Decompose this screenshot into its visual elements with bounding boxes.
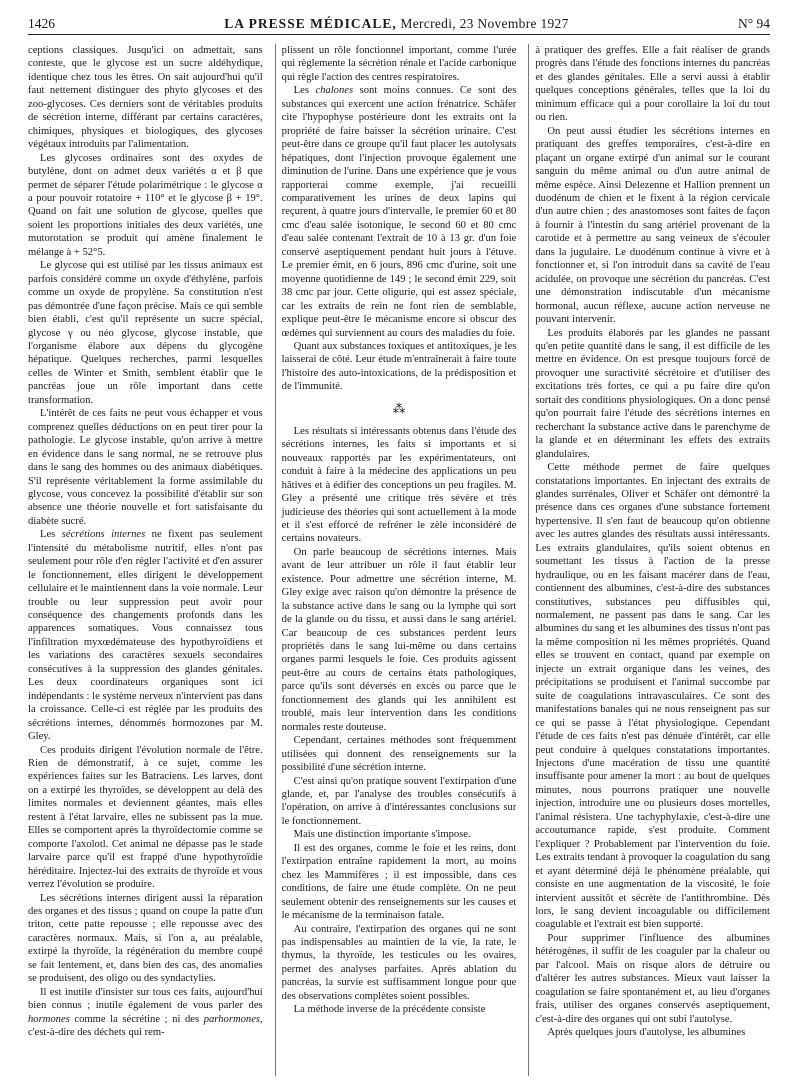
page-number: 1426 [28, 16, 55, 31]
column-2 [275, 44, 517, 1076]
text-run: , c'est-à-dire des déchets qui rem- [28, 1013, 263, 1039]
paragraph: à pratiquer des greffes. Elle a fait réaliser de grands progrès dans l'étude des fonctions internes du pancréas et des glandes génitales. Elle a servi aussi à établir quelques conceptions générales, telles que la loi du minimum efficace qui a pour corollaire la loi du tout ou rien. [535, 45, 771, 124]
text-run: Les [293, 85, 316, 97]
paragraph: Pour supprimer l'influence des albumines hétérogènes, il suffit de les coaguler par la chaleur ou par l'alcool. Mais on risque alors de détruire ou d'altérer les autres substances. Mieux vaut laisser la coagulation se faire spontanément et, au lieu d'organes frais, utiliser des organes conservés aseptiquement, c'est-à-dire des organes qui ont subi l'autolyse. [535, 932, 771, 1025]
text-run: Il est inutile d'insister sur tous ces faits, aujourd'hui bien connus ; inutile également de vous parler des [28, 986, 263, 1012]
column-3 [528, 44, 770, 1076]
emphasis: sécrétions internes [61, 529, 146, 541]
paragraph: Les résultats si intéressants obtenus dans l'étude des sécrétions internes, les faits si importants et si nouveaux rapportés par les expérimentateurs, ont conduit à faire à la médecine des applications un peu hâtives et à édifier des conceptions un peu fragiles. M. Gley a présenté une critique très sévère et très judicieuse des théories qui sont actuellement à la mode et il s'est efforcé de refréner le zèle inconsidéré de certains novateurs. [281, 425, 517, 545]
paragraph: Les sécrétions internes dirigent aussi la réparation des organes et des tissus ; quand on coupe la patte d'un triton, cette patte repousse ; elle repousse avec des caractères normaux. Mais, si l'on a, au préalable, extirpé la thyroïde, la régénération du membre coupé se fait lentement, et, dans bien des cas, des anomalies se produisent, des oligo ou des syndactylies. [28, 892, 263, 985]
emphasis: hormones [28, 1013, 70, 1025]
emphasis: parhormones [203, 1013, 261, 1025]
paragraph: Les produits élaborés par les glandes ne passant qu'en petite quantité dans le sang, il est difficile de les mettre en évidence. On est presque toujours forcé de provoquer une suractivité sécrétoire et d'utiliser des excitations très fortes, ce qui a pu faire dire qu'on sortait des conditions physiologiques. On a donc pensé qu'on pourrait faire l'étude des sécrétions internes en recherchant la substance active dans le parenchyme de la glande et en déterminant les effets des extraits glandulaires. [535, 327, 771, 460]
paragraph: Ces produits dirigent l'évolution normale de l'être. Rien de démonstratif, à ce sujet, comme les expériences faites sur les Batraciens. Les larves, dont on a extirpé les thyroïdes, se développent au delà des limites normales et deviennent géantes, mais elles restent à l'état larvaire, elles ne subissent pas la mue. Elles se comportent après la thyroïdectomie comme se comporte l'axolotl. Cet animal ne dépasse pas le stade larvaire parce qu'il est frappé d'une hypothyroïdie héréditaire. Injectez-lui des extraits de thyroïde et vous verrez l'évolution se produire. [28, 744, 263, 891]
paragraph: Au contraire, l'extirpation des organes qui ne sont pas indispensables au maintien de la vie, la rate, le thymus, la thyroïde, les testicules ou les ovaires, permet des analyses parfaites. Après ablation du pancréas, la survie est suffisamment longue pour que des observations complètes soient possibles. [281, 923, 517, 1002]
text-run: ne fixent pas seulement l'intensité du métabolisme nutritif, elles n'ont pas seulement pour rôle d'en régler l'activité et d'en assurer le fonctionnement, elles dirigent le développement cellulaire et le maintiennent dans la voie normale. Leur trouble ou leur suppression peut avoir pour conséquence des changements profonds dans les apparences somatiques. Vous connaissez tous l'infiltration myxœdémateuse des hypothyroïdiens et les variations des caractères sexuels secondaires consécutives à la suppression des glandes génitales. Les deux coordinateurs organiques sont ici indépendants : le système nerveux n'intervient pas dans la croissance. Celle-ci est réglée par les produits des sécrétions internes, dénommés hormozones par M. Gley. [28, 529, 263, 743]
paragraph: Les glycoses ordinaires sont des oxydes de butylène, dont on admet deux variétés α et β que permet de séparer l'étude polarimétrique : le glycose α a pour pouvoir rotatoire + 110° et le glycose β + 19°. Quand on fait une solution de glycose, quelles que soient les proportions initiales des deux variétés, une mutorotation se produit qui amène finalement le mélange à + 52°5. [28, 152, 263, 258]
text-run: sont moins connues. Ce sont des substances qui exercent une action frénatrice. Schäfer cite l'hypophyse postérieure dont les extraits ont la propriété de faire baisser la sécrétion urinaire. C'est peut-être dans ce groupe qu'il faut placer les autolysats hépatiques, dont l'injection provoque également une diminution de l'urine. Dans une expérience que je vous rapporterai comme exemple, j'ai recueilli comparativement les urines de deux lapins qui reçurent, à quatre jours d'intervalle, le premier 60 et 80 cmc d'eau salée isotonique, le second 60 et 80 cmc d'eau salée contenant l'extrait de 10 à 13 gr. d'un foie conservé aseptiquement pendant huit jours à l'étuve. Le premier émit, en 6 jours, 896 cmc d'urine, soit une moyenne quotidienne de 149 ; le second émit 229, soit 38 cmc par jour. Cette oligurie, qui est assez spéciale, car les extraits de rein ne font rien de semblable, explique peut-être le mécanisme encore si obscur des œdèmes qui surviennent au cours des maladies du foie. [281, 85, 517, 339]
paragraph: C'est ainsi qu'on pratique souvent l'extirpation d'une glande, et, par l'analyse des troubles consécutifs à l'opération, on arrive à d'intéressantes conclusions sur le fonctionnement. [281, 775, 517, 827]
issue-number: N° 94 [737, 16, 770, 31]
column-1 [28, 44, 263, 1076]
paragraph [28, 528, 263, 743]
paragraph: On peut aussi étudier les sécrétions internes en pratiquant des greffes temporaires, c'est-à-dire en plaçant un organe extirpé d'un animal sur le courant sanguin du même animal ou d'un autre animal de même espèce. Ainsi Delezenne et Hallion prennent un duodénum de chien et le fixent à la région cervicale d'un autre chien ; des anastomoses sont faites de façon à fournir à l'intestin du sang artériel provenant de la carotide et à permettre au sang veineux de s'écouler dans la jugulaire. Le duodénum continue à vivre et à fonctionner et, si l'on introduit dans sa cavité de l'eau acidulée, on provoque une sécrétion du pancréas. C'est une démonstration indiscutable d'un mécanisme hormonal, aucun réflexe, aucune action nerveuse ne pouvant intervenir. [535, 125, 771, 326]
text-run: Les [40, 529, 62, 541]
paragraph: ceptions classiques. Jusqu'ici on admettait, sans conteste, que le glycose est un sucre aldéhydique, identique chez tous les êtres. On sait aujourd'hui qu'il faut nettement distinguer des phyto glycoses et des zoo-glycoses. Ces derniers sont de véritables produits de sécrétion interne, différant par certains caractères, chimiques, physiques et biologiques, des glycoses végétaux introduits par l'alimentation. [28, 45, 263, 151]
running-header [28, 14, 770, 35]
paragraph: L'intérêt de ces faits ne peut vous échapper et vous comprenez quelles déductions on en peut tirer pour la pathologie. Le glycose instable, qu'on arrive à mettre en évidence dans le sang normal, ne se retrouve plus dans le sang des hommes ou des animaux diabétiques. S'il représente véritablement la forme assimilable du glycose, vous concevez la possibilité d'établir sur son absence une théorie nouvelle et fort satisfaisante du diabète sucré. [28, 408, 263, 527]
section-separator [282, 402, 517, 415]
paragraph: plissent un rôle fonctionnel important, comme l'urée qui règlemente la sécrétion rénale et l'acide carbonique qui règle l'action des centres respiratoires. [281, 45, 517, 83]
asterism-ornament: ⁂ [392, 400, 406, 416]
paragraph: Cependant, certaines méthodes sont fréquemment utilisées qui donnent des renseignements sur la possibilité d'une sécrétion interne. [281, 735, 517, 774]
paragraph: Cette méthode permet de faire quelques constatations importantes. En injectant des extraits de glandes surrénales, Oliver et Schäfer ont démontré la présence dans ces organes d'une substance fortement hypertensive. Il s'en faut de beaucoup qu'on obtienne avec les autres glandes des résultats aussi intéressants. Les extraits glandulaires, qu'ils soient obtenus en soumettant les tissus à l'action de la presse hydraulique, ou en les faisant macérer dans de l'eau, contiennent des albumines, c'est-à-dire des substances constitutives, substances peu diffusibles qui, normalement, ne passent pas dans le sang. Car les albumines du sang et les albumines des tissus n'ont pas la même composition ni les mêmes propriétés. Quand elles se trouvent en contact, quand par exemple on injecte un extrait organique dans les veines, des précipitations se produisent et l'animal succombe par suite de coagulations intravasculaires. Ce sont des manifestations banales qui ne nous renseignent pas sur ce qui se passe à l'état physiologique. Cependant l'étude de ces faits n'est pas dénuée d'intérêt, car elle peut conduire à quelques constatations importantes. Injectons d'une macération de tissu une quantité insuffisante pour amener la mort : au bout de quelques minutes, nous pourrons pratiquer une nouvelle injection, introduire une ou plusieurs doses mortelles, l'animal résistera. Une tachyphylaxie, c'est-à-dire une accoutumance rapide, s'est produite. Comment l'expliquer ? Probablement par l'intervention du foie. Les extraits tendant à provoquer la coagulation du sang et ayant déterminé déjà le phénomène préalable, qui consiste en une augmentation de la viscosité, le foie intervient aussitôt et sécrète de l'antithrombine. Dès lors, le sang devient incoagulable ou difficilement coagulable et l'extrait est bien supporté. [535, 462, 771, 931]
issue-date: Mercredi, 23 Novembre 1927 [400, 16, 569, 31]
text-run: comme la sécrétine ; ni des [69, 1013, 204, 1025]
journal-title: LA PRESSE MÉDICALE, [224, 16, 397, 31]
paragraph: Mais une distinction importante s'impose. [293, 829, 471, 841]
paragraph: Quant aux substances toxiques et antitoxiques, je les laisserai de côté. Leur étude m'entraînerait à faire toute l'histoire des auto-intoxications, de la prédisposition et de l'immunité. [281, 340, 517, 393]
paragraph: La méthode inverse de la précédente consiste [293, 1004, 486, 1016]
paragraph [282, 84, 517, 340]
emphasis: chalones [315, 85, 354, 97]
paragraph: Il est des organes, comme le foie et les reins, dont l'extirpation entraîne rapidement la mort, au moins chez les Mammifères ; il est impossible, dans ces conditions, de faire une étude complète. On ne peut seulement obtenir des renseignements sur les causes et le mécanisme de la terminaison fatale. [281, 842, 517, 922]
paragraph [28, 986, 263, 1040]
article-columns [28, 44, 770, 1076]
paragraph: Après quelques jours d'autolyse, les albumines [547, 1027, 746, 1039]
journal-line [55, 16, 738, 32]
paragraph: On parle beaucoup de sécrétions internes. Mais avant de leur attribuer un rôle il faut établir leur existence. Pour admettre une sécrétion interne, M. Gley exige avec raison qu'on démontre la présence de la substance active dans le sang ou la lymphe qui sort de la glande ou du tissu, et aussi dans le sang artériel. Car beaucoup de ces substances perdent leurs propriétés dans le sang lui-même ou dans certains organes parmi lesquels le foie. Ces produits agissent peut-être au cours de certains états pathologiques, parce qu'ils sont déversés en excès ou parce que le fonctionnement des glands qui les annihilent est troublé, mais leur intervention dans les conditions normales reste douteuse. [281, 546, 517, 733]
paragraph: Le glycose qui est utilisé par les tissus animaux est parfois considéré comme un oxyde d'éthylène, parfois comme un oxyde de propylène. Sa constitution n'est pas démontrée d'une façon précise. Mais ce qui semble bien établi, c'est qu'il représente un sucre spécial, glycose γ ou néo glycose, glycose instable, que l'organisme élabore aux dépens du glycogène hépatique. Quelques recherches, parmi lesquelles celles de Winter et Smith, semblent établir que le pancréas joue un rôle important dans cette transformation. [28, 260, 263, 406]
